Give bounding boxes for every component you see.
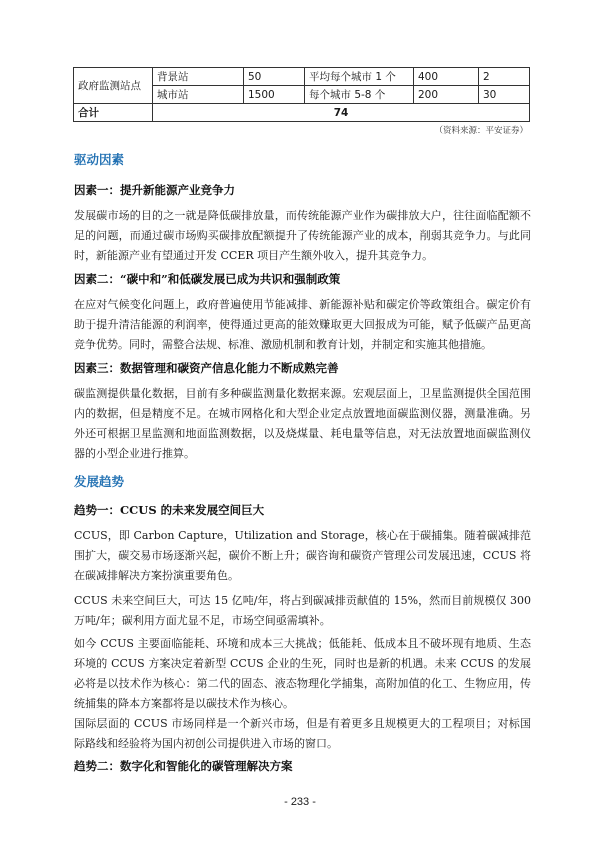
table-cell: 30 <box>479 86 530 104</box>
source-note: （资料来源：平安证券） <box>434 126 528 136</box>
trend1-paragraph-1: CCUS，即 Carbon Capture，Utilization and Storage，核心在于碳捕集。随着碳减排范围扩大，碳交易市场逐渐兴起，碳价不断上升；碳咨询和碳资产管理公司发展迅速，CCUS 将在碳减排解决方案扮演重要角色。 <box>74 529 531 582</box>
total-value: 74 <box>153 104 530 122</box>
table-total-row <box>74 104 530 122</box>
trend1-paragraph-4: 国际层面的 CCUS 市场同样是一个新兴市场，但是有着更多且规模更大的工程项目；对标国际路线和经验将为国内初创公司提供进入市场的窗口。 <box>74 717 531 750</box>
table-cell: 平均每个城市 1 个 <box>305 68 414 86</box>
page-number: - 233 - <box>284 796 316 808</box>
trend1-paragraph-3: 如今 CCUS 主要面临能耗、环境和成本三大挑战；低能耗、低成本且不破坏现有地质、生态环境的 CCUS 方案决定着新型 CCUS 企业的生死，同时也是新的机遇。未来 CCUS 的发展必将是以技术作为核心：第二代的固态、液态物理化学捕集，高附加值的化工、生物应用，传统捕集的降本方案都将是以碳技术作为核心。 <box>74 637 531 710</box>
trend1-paragraph-2: CCUS 未来空间巨大，可达 15 亿吨/年，将占到碳减排贡献值的 15%，然而目前规模仅 300 万吨/年；碳利用方面尤显不足，市场空间亟需填补。 <box>74 594 531 627</box>
table-cell: 背景站 <box>153 68 244 86</box>
section-title-trends: 发展趋势 <box>74 474 125 489</box>
total-label: 合计 <box>74 104 153 122</box>
table-cell: 200 <box>414 86 479 104</box>
factor2-body: 在应对气候变化问题上，政府普遍使用节能减排、新能源补贴和碳定价等政策组合。碳定价有助于提升清洁能源的利润率，使得通过更高的能效赚取更大回报成为可能，赋予低碳产品更高竞争优势。同时，需整合法规、标准、激励机制和教育计划，并制定和实施其他措施。 <box>74 298 531 351</box>
table-cell: 2 <box>479 68 530 86</box>
trend2-heading: 趋势二：数字化和智能化的碳管理解决方案 <box>74 759 293 773</box>
table-row <box>74 68 530 86</box>
table-cell: 400 <box>414 68 479 86</box>
table-cell: 50 <box>244 68 305 86</box>
table-cell: 1500 <box>244 86 305 104</box>
section-title-drivers: 驱动因素 <box>74 152 125 167</box>
table-cell: 城市站 <box>153 86 244 104</box>
factor3-body: 碳监测提供量化数据，目前有多种碳监测量化数据来源。宏观层面上，卫星监测提供全国范围内的数据，但是精度不足。在城市网格化和大型企业定点放置地面碳监测仪器，测量准确。另外还可根据卫星监测和地面监测数据，以及烧煤量、耗电量等信息，对无法放置地面碳监测仪器的小型企业进行推算。 <box>74 387 531 460</box>
factor1-body: 发展碳市场的目的之一就是降低碳排放量，而传统能源产业作为碳排放大户，往往面临配额不足的问题，而通过碳市场购买碳排放配额提升了传统能源产业的成本，削弱其竞争力。与此同时，新能源产业有望通过开发 CCER 项目产生额外收入，提升其竞争力。 <box>74 209 531 262</box>
trend1-heading: 趋势一：CCUS 的未来发展空间巨大 <box>74 503 265 517</box>
monitoring-table <box>73 67 530 122</box>
factor3-heading: 因素三：数据管理和碳资产信息化能力不断成熟完善 <box>74 361 339 375</box>
table-cell: 政府监测站点 <box>74 68 153 104</box>
table-cell: 每个城市 5-8 个 <box>305 86 414 104</box>
factor2-heading: 因素二：“碳中和”和低碳发展已成为共识和强制政策 <box>74 272 341 286</box>
factor1-heading: 因素一：提升新能源产业竞争力 <box>74 183 235 197</box>
